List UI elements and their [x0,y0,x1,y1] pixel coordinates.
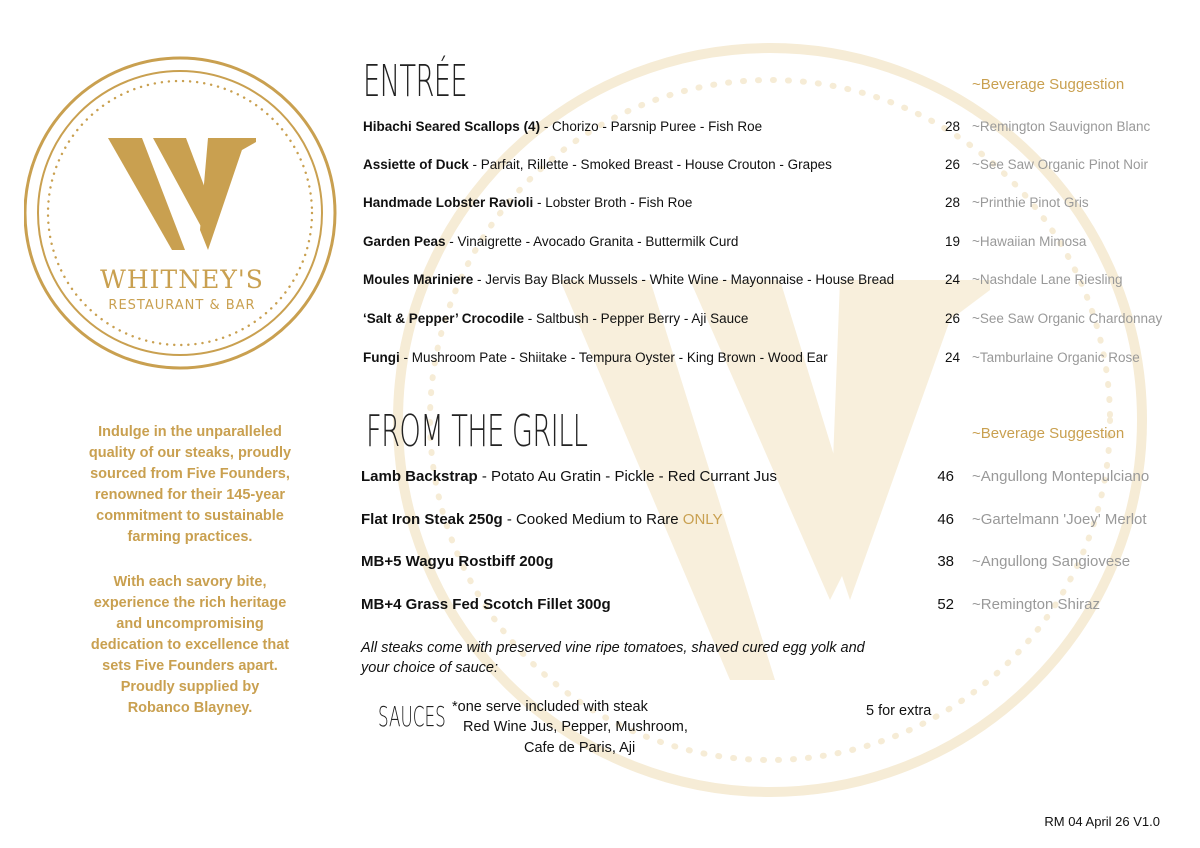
blurb-line: With each savory bite, [113,574,267,590]
blurb-line: sourced from Five Founders, [90,466,290,482]
beverage-suggestion: ~Printhie Pinot Gris [972,195,1089,210]
sauce-included-note: *one serve included with steak [452,699,648,715]
item-description: - Parfait, Rillette - Smoked Breast - House Crouton - Grapes [468,157,832,172]
blurb-line: Proudly supplied by [120,679,260,695]
item-name: MB+4 Grass Fed Scotch Fillet 300g [361,596,611,613]
sauce-extra-price: 5 for extra [866,703,932,719]
entree-heading: ENTRÉE [363,56,468,107]
beverage-suggestion: ~Remington Sauvignon Blanc [972,119,1151,134]
item-description: - Lobster Broth - Fish Roe [533,195,693,210]
blurb-line: farming practices. [127,529,253,545]
item-description: - Mushroom Pate - Shiitake - Tempura Oyster - King Brown - Wood Ear [399,350,828,365]
beverage-suggestion: ~See Saw Organic Pinot Noir [972,157,1148,172]
heritage-blurb [72,572,308,719]
menu-item [363,350,1193,372]
item-description: - Vinaigrette - Avocado Granita - Buttermilk Curd [445,234,739,249]
beverage-suggestion: ~Remington Shiraz [972,596,1100,613]
item-name: ‘Salt & Pepper’ Crocodile [363,311,525,326]
steak-sourcing-blurb [72,422,308,548]
entree-beverage-heading: ~Beverage Suggestion [972,76,1125,93]
beverage-suggestion: ~Nashdale Lane Riesling [972,272,1123,287]
menu-item [361,511,1191,535]
item-name: Assiette of Duck [363,157,469,172]
item-price: 24 [944,350,960,365]
blurb-line: quality of our steaks, proudly [88,445,292,461]
item-name: Moules Mariniere [363,272,474,287]
blurb-line: sets Five Founders apart. [102,658,278,674]
item-price: 28 [944,195,960,210]
menu-version: RM 04 April 26 V1.0 [1044,814,1160,829]
sauce-list-line: Cafe de Paris, Aji [524,740,636,756]
blurb-line: dedication to excellence that [90,637,290,653]
menu-item [361,596,1191,620]
item-price: 28 [944,119,960,134]
menu-item [363,157,1193,179]
beverage-suggestion: ~Hawaiian Mimosa [972,234,1087,249]
logo-name: WHITNEY'S [100,265,264,294]
logo-subtitle: RESTAURANT & BAR [108,298,256,313]
item-name: Garden Peas [363,234,446,249]
item-price: 46 [937,468,954,485]
item-accent: ONLY [682,511,723,528]
item-name: Lamb Backstrap [361,468,478,485]
grill-heading: FROM THE GRILL [366,406,588,457]
menu-item [363,311,1193,333]
item-price: 26 [944,157,960,172]
item-description: - Cooked Medium to Rare [502,511,683,528]
item-price: 24 [944,272,960,287]
note-line: your choice of sauce: [361,660,499,676]
menu-item [363,195,1193,217]
item-description: - Chorizo - Parsnip Puree - Fish Roe [540,119,763,134]
sauces-heading: SAUCES [378,700,446,733]
item-price: 52 [937,596,954,613]
beverage-suggestion: ~Angullong Sangiovese [972,553,1131,570]
item-description: - Jervis Bay Black Mussels - White Wine - Mayonnaise - House Bread [473,272,895,287]
blurb-line: renowned for their 145-year [94,487,286,503]
menu-item [363,272,1193,294]
item-name: Hibachi Seared Scallops (4) [363,119,541,134]
item-price: 26 [944,311,960,326]
restaurant-logo [24,50,340,380]
menu-item [363,234,1193,256]
beverage-suggestion: ~See Saw Organic Chardonnay [972,311,1163,326]
note-line: All steaks come with preserved vine ripe tomatoes, shaved cured egg yolk and [361,640,865,656]
steak-accompaniment-note [361,638,921,678]
blurb-line: commitment to sustainable [96,508,284,524]
sauce-list-line: Red Wine Jus, Pepper, Mushroom, [463,719,688,735]
item-price: 19 [944,234,960,249]
blurb-line: Robanco Blayney. [127,700,253,716]
beverage-suggestion: ~Gartelmann 'Joey' Merlot [972,511,1147,528]
blurb-line: and uncompromising [116,616,264,632]
logo-emblem-icon [24,50,340,380]
blurb-line: experience the rich heritage [93,595,287,611]
item-name: Fungi [363,350,400,365]
item-name: Flat Iron Steak 250g [361,511,503,528]
item-name: Handmade Lobster Ravioli [363,195,534,210]
grill-beverage-heading: ~Beverage Suggestion [972,425,1125,442]
menu-item [363,119,1193,141]
item-description: - Potato Au Gratin - Pickle - Red Currant Jus [477,468,778,485]
menu-item [361,468,1191,492]
item-name: MB+5 Wagyu Rostbiff 200g [361,553,554,570]
beverage-suggestion: ~Angullong Montepulciano [972,468,1150,485]
menu-item [361,553,1191,577]
item-description: - Saltbush - Pepper Berry - Aji Sauce [524,311,749,326]
item-price: 38 [937,553,954,570]
item-price: 46 [937,511,954,528]
blurb-line: Indulge in the unparalleled [98,424,282,440]
beverage-suggestion: ~Tamburlaine Organic Rose [972,350,1140,365]
